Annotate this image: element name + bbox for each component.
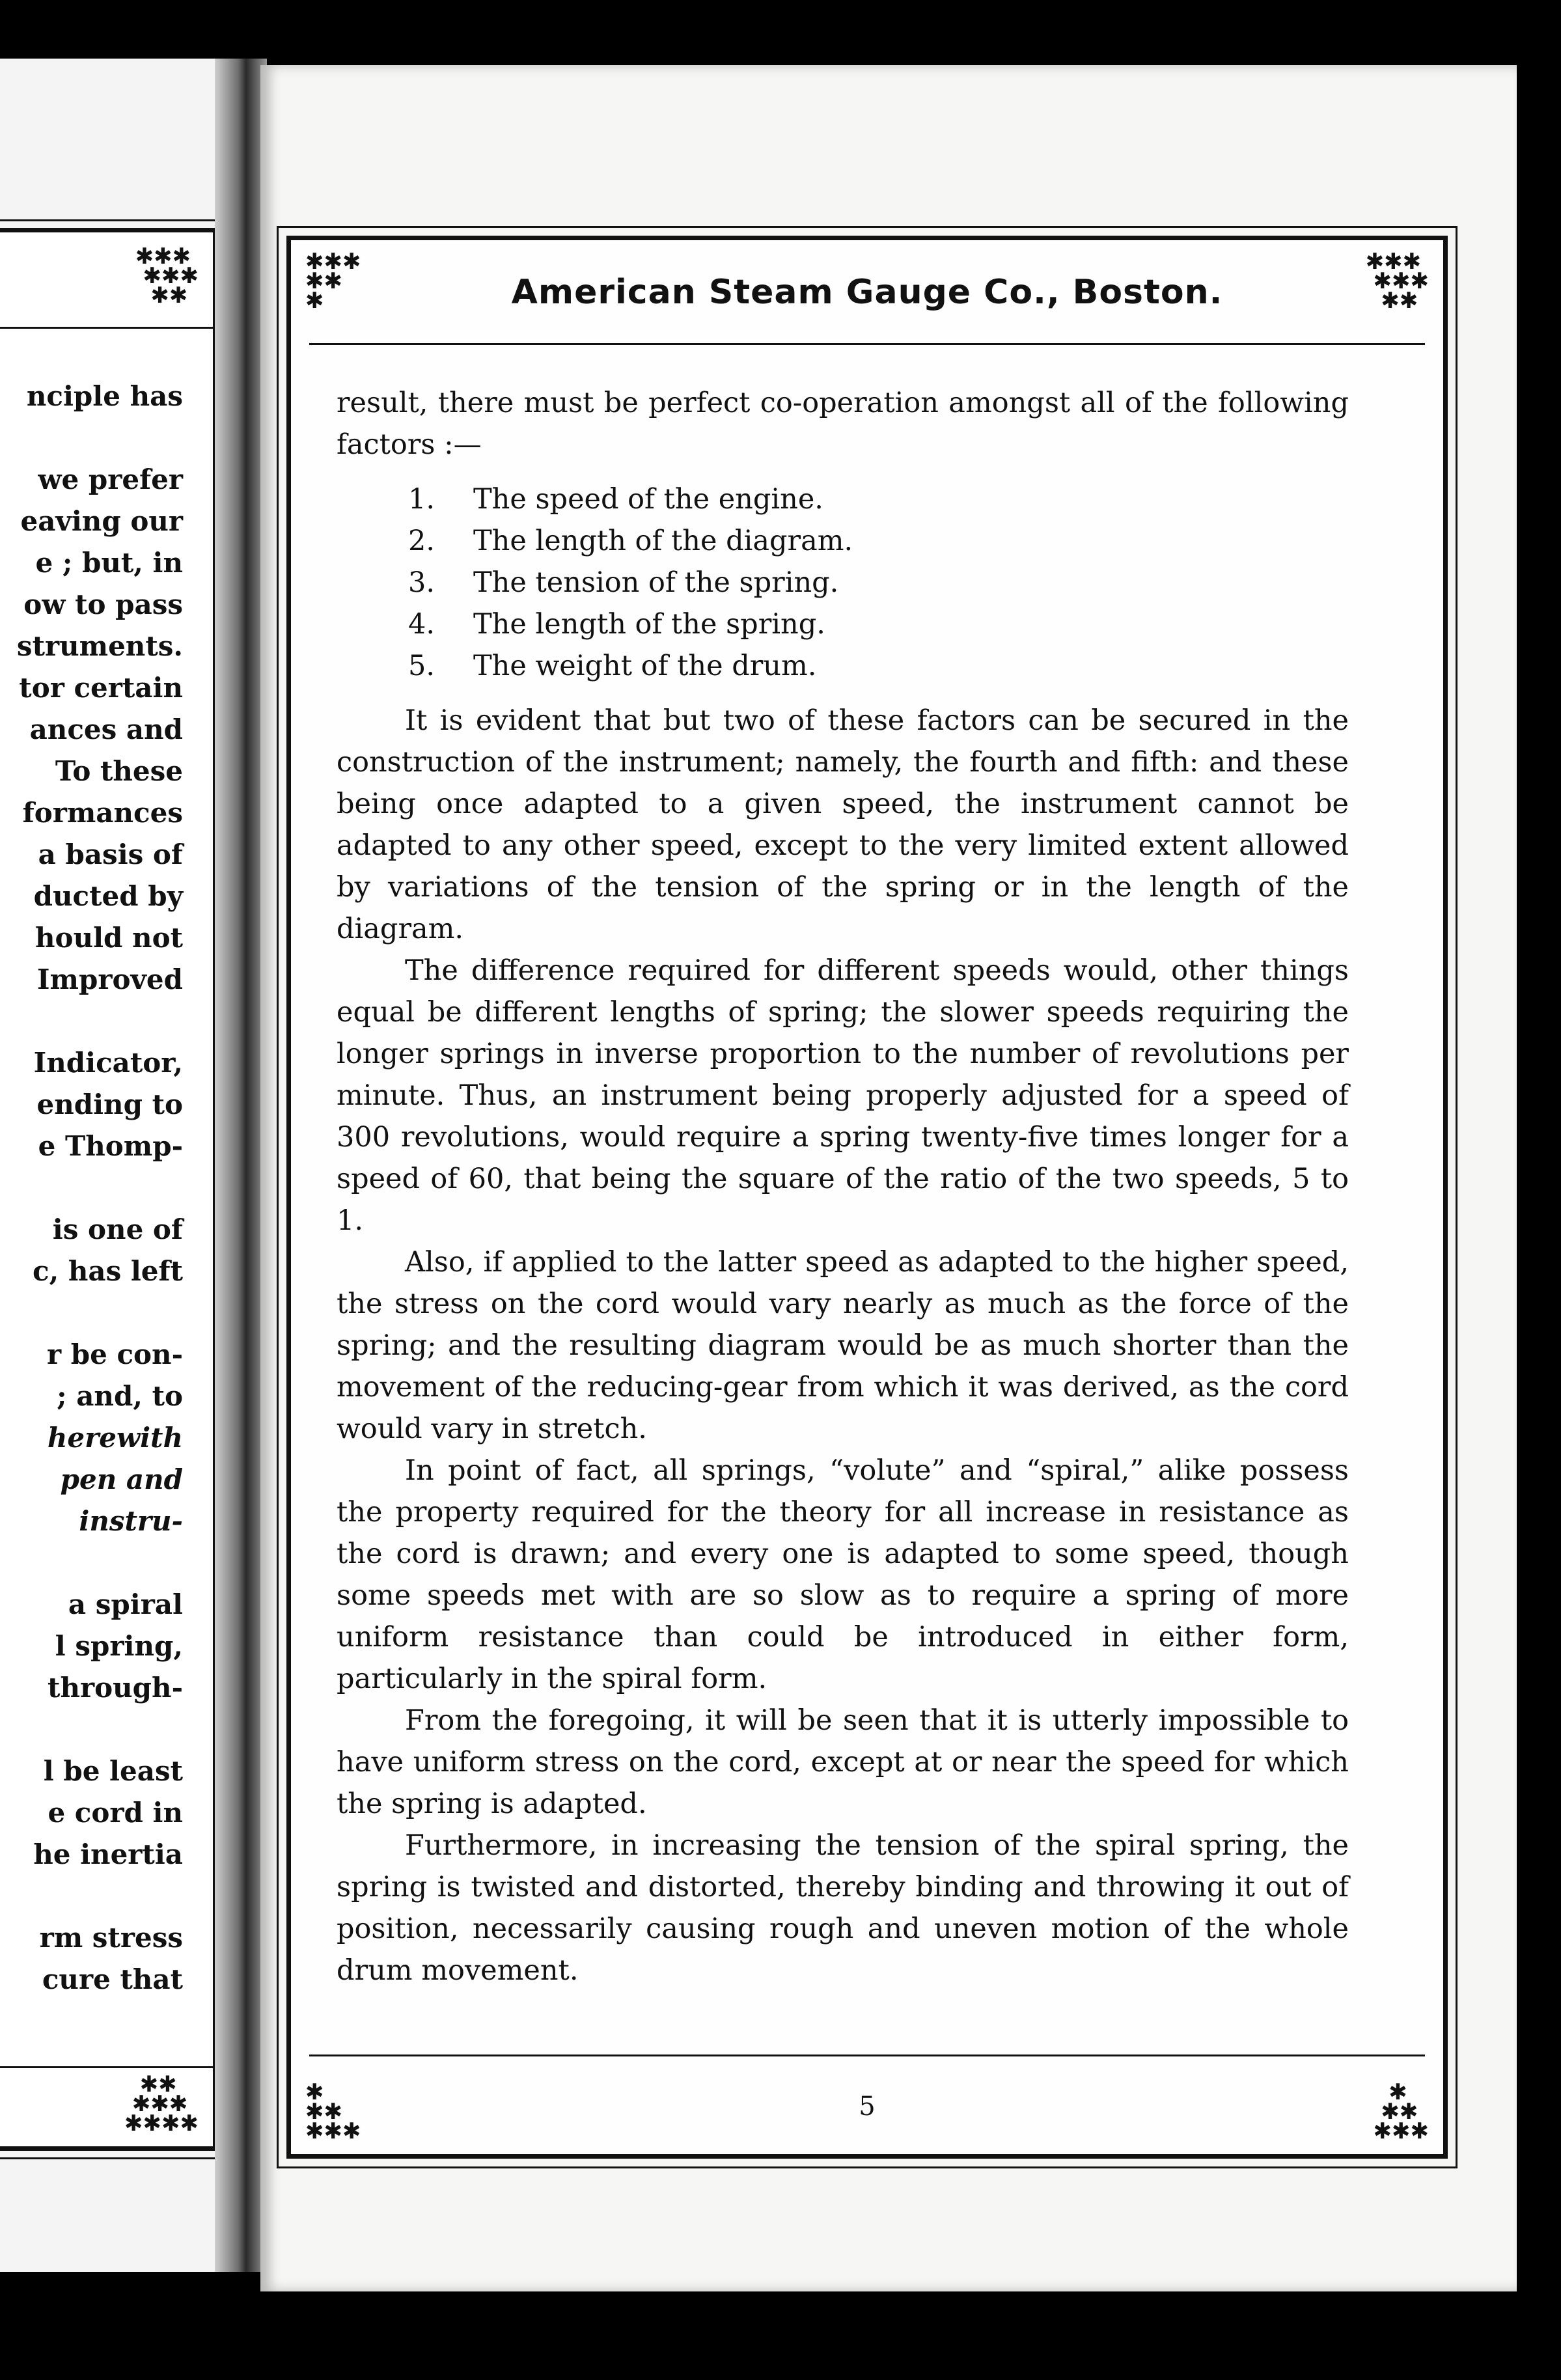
previous-page-line: eaving our xyxy=(20,505,183,537)
previous-page-border xyxy=(0,228,217,2151)
body-paragraphs xyxy=(337,700,1349,1991)
previous-page-line: c, has left xyxy=(33,1255,183,1287)
corner-ornament-icon: ✱ ✱✱ ✱✱✱ xyxy=(305,2079,361,2144)
factor-item xyxy=(408,478,1349,520)
corner-ornament-icon: ✱✱✱ ✱✱✱ ✱✱ xyxy=(135,243,199,309)
factor-number: 4. xyxy=(408,608,435,641)
body-paragraph: In point of fact, all springs, “volute” and “spiral,” alike possess the property required for the theory for all increase in resistance as the cord is drawn; and every one is adapted to some speed, though some speeds met with are so slow as to require a spring of more uniform resistance than could be introduced in either form, particularly in the spiral form. xyxy=(337,1454,1349,1695)
footer-rule xyxy=(309,2055,1425,2056)
previous-page-line: formances xyxy=(22,797,183,829)
previous-page-line: To these xyxy=(55,755,183,787)
previous-page-line xyxy=(0,1001,183,1042)
factor-list xyxy=(337,478,1349,687)
previous-page-line: tor certain xyxy=(19,672,183,704)
page-header-title: American Steam Gauge Co., Boston. xyxy=(511,273,1223,312)
previous-page-line: hould not xyxy=(35,922,183,954)
corner-ornament-icon: ✱✱ ✱✱✱ ✱✱✱✱ xyxy=(124,2071,199,2137)
body-paragraph: It is evident that but two of these factors can be secured in the construction of the instrument; namely, the fourth and fifth: and these being once adapted to a given speed, the instrument cannot be adapted to any other speed, except to the very limited extent allowed by variations of the tension of the spring or in the length of the diagram. xyxy=(337,704,1349,945)
corner-ornament-icon: ✱✱✱ ✱✱✱ ✱✱ xyxy=(1365,249,1429,314)
previous-page-line: nciple has xyxy=(26,380,183,412)
current-page xyxy=(260,65,1517,2291)
previous-page-line: ances and xyxy=(29,713,183,745)
factor-number: 5. xyxy=(408,650,435,682)
previous-page-line: he inertia xyxy=(33,1838,183,1870)
factor-text: The weight of the drum. xyxy=(473,650,817,682)
factor-text: The length of the spring. xyxy=(473,608,825,641)
previous-page-line: a basis of xyxy=(38,838,183,870)
factor-item xyxy=(408,520,1349,562)
factor-text: The speed of the engine. xyxy=(473,483,823,516)
previous-page-line: cure that xyxy=(42,1963,183,1995)
previous-page-line: rm stress xyxy=(39,1922,183,1954)
factor-number: 2. xyxy=(408,525,435,557)
factor-text: The tension of the spring. xyxy=(473,566,839,599)
previous-page-line: herewith xyxy=(47,1422,183,1454)
factor-item xyxy=(408,645,1349,687)
previous-page xyxy=(0,59,251,2272)
previous-page-line: Improved xyxy=(36,963,183,995)
factor-text: The length of the diagram. xyxy=(473,525,853,557)
corner-ornament-icon: ✱ ✱✱ ✱✱✱ xyxy=(1373,2079,1429,2144)
previous-page-line: struments. xyxy=(16,630,183,662)
factor-item xyxy=(408,562,1349,603)
factor-number: 1. xyxy=(408,483,435,516)
previous-page-line: ending to xyxy=(36,1088,183,1120)
corner-ornament-icon: ✱✱✱ ✱✱ ✱ xyxy=(305,249,361,314)
previous-page-line: we prefer xyxy=(38,464,183,495)
previous-page-line: e Thomp- xyxy=(38,1130,183,1162)
previous-page-line: ducted by xyxy=(33,880,183,912)
factor-number: 3. xyxy=(408,566,435,599)
previous-page-footer-rule xyxy=(0,2066,213,2068)
previous-page-line: l be least xyxy=(43,1755,183,1787)
body-paragraph: Also, if applied to the latter speed as adapted to the higher speed, the stress on the cord would vary nearly as much as the force of the spring; and the resulting diagram would be as much shorter than the movement of the reducing-gear from which it was derived, as the cord would vary in stretch. xyxy=(337,1246,1349,1445)
previous-page-line: a spiral xyxy=(68,1588,183,1620)
book-gutter xyxy=(215,59,267,2272)
page-body xyxy=(337,382,1349,1991)
previous-page-line: instru- xyxy=(79,1505,183,1537)
page-number: 5 xyxy=(859,2092,876,2122)
previous-page-header-rule xyxy=(0,327,213,329)
body-paragraph: From the foregoing, it will be seen that it is utterly impossible to have uniform stress on the cord, except at or near the speed for which the spring is adapted. xyxy=(337,1704,1349,1820)
previous-page-line: l spring, xyxy=(55,1630,183,1662)
previous-page-line: through- xyxy=(48,1672,183,1704)
intro-text: result, there must be perfect co-operation amongst all of the following factors :— xyxy=(337,387,1349,461)
previous-page-line: is one of xyxy=(52,1213,183,1245)
previous-page-line: ow to pass xyxy=(23,588,183,620)
previous-page-line: ; and, to xyxy=(57,1380,183,1412)
previous-page-line xyxy=(0,417,183,459)
header-rule xyxy=(309,343,1425,345)
page-border xyxy=(286,236,1448,2159)
factor-item xyxy=(408,603,1349,645)
previous-page-text xyxy=(0,376,183,2000)
body-paragraph: Furthermore, in increasing the tension of the spiral spring, the spring is twisted and distorted, thereby binding and throwing it out of position, necessarily causing rough and uneven motion of the whole drum movement. xyxy=(337,1829,1349,1987)
body-paragraph: The difference required for different speeds would, other things equal be different lengths of spring; the slower speeds requiring the longer springs in inverse proportion to the number of revolutions per minute. Thus, an instrument being properly adjusted for a speed of 300 revolutions, would require a spring twenty-five times longer for a speed of 60, that being the square of the ratio of the two speeds, 5 to 1. xyxy=(337,954,1349,1237)
previous-page-line: pen and xyxy=(60,1463,183,1495)
previous-page-line xyxy=(0,1167,183,1209)
previous-page-line: e ; but, in xyxy=(35,547,183,579)
previous-page-line xyxy=(0,1542,183,1584)
previous-page-line: r be con- xyxy=(46,1338,183,1370)
previous-page-line: e cord in xyxy=(48,1797,183,1829)
previous-page-line xyxy=(0,1709,183,1750)
previous-page-line xyxy=(0,1875,183,1917)
previous-page-line xyxy=(0,1292,183,1334)
previous-page-line: Indicator, xyxy=(33,1047,183,1079)
